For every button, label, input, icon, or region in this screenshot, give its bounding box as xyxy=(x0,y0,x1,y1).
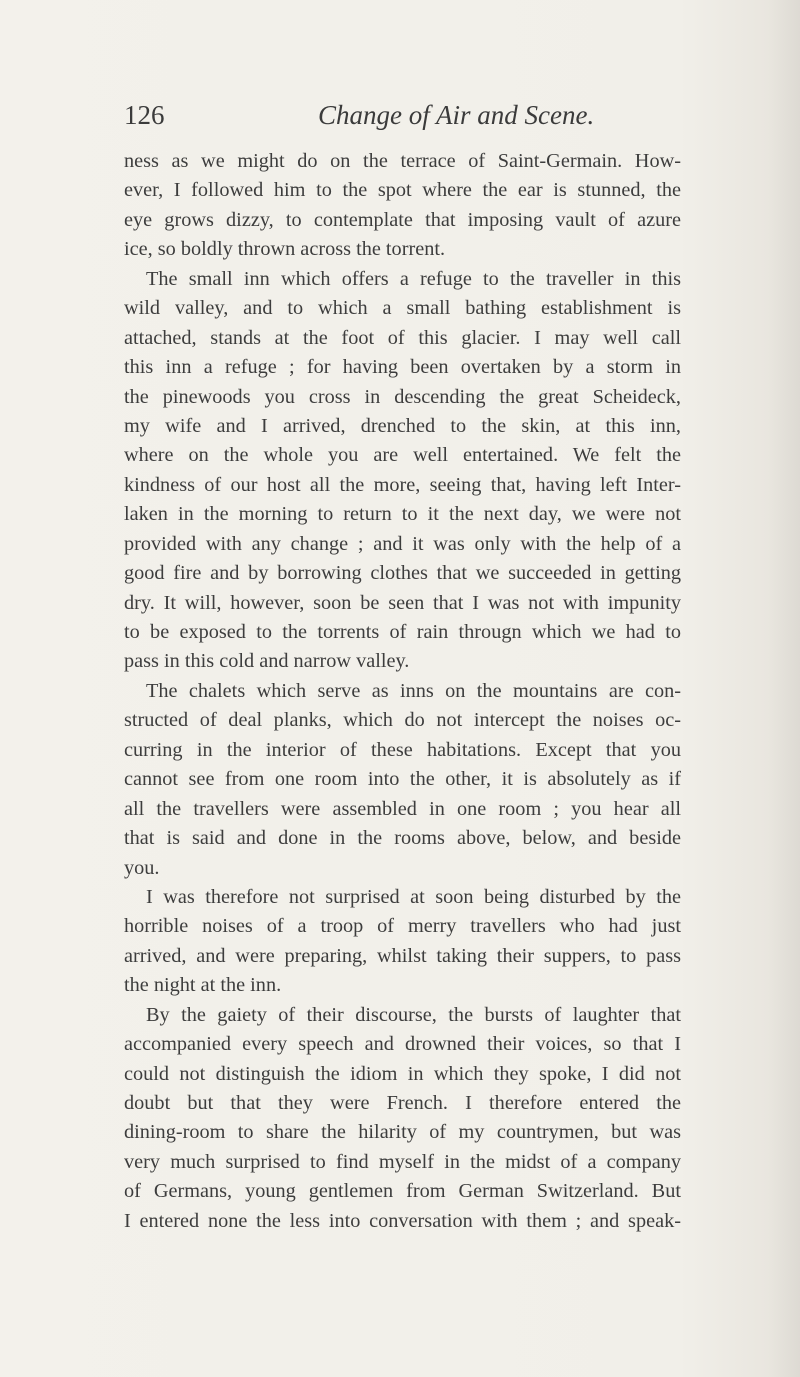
text-line: all the travellers were assembled in one room ; you hear all xyxy=(124,797,681,820)
text-line: you. xyxy=(124,856,160,879)
text-line: ice, so boldly thrown across the torrent. xyxy=(124,238,446,261)
text-line: laken in the morning to return to it the next day, we were not xyxy=(124,503,681,526)
text-line: structed of deal planks, which do not intercept the noises oc- xyxy=(124,709,681,732)
text-line: cannot see from one room into the other, it is absolutely as if xyxy=(124,768,681,791)
text-line: By the gaiety of their discourse, the bursts of laughter that xyxy=(146,1003,681,1026)
text-line: I entered none the less into conversation with them ; and speak- xyxy=(124,1209,681,1232)
text-line: provided with any change ; and it was only with the help of a xyxy=(124,532,681,555)
text-line: The chalets which serve as inns on the mountains are con- xyxy=(146,679,681,702)
text-line: dining-room to share the hilarity of my countrymen, but was xyxy=(124,1121,681,1144)
text-line: where on the whole you are well entertained. We felt the xyxy=(124,444,681,467)
text-line: to be exposed to the torrents of rain througn which we had to xyxy=(124,621,681,643)
text-line: attached, stands at the foot of this glacier. I may well call xyxy=(124,326,681,349)
text-line: accompanied every speech and drowned their voices, so that I xyxy=(124,1033,681,1056)
body-text xyxy=(124,147,681,1236)
text-line: I was therefore not surprised at soon being disturbed by the xyxy=(146,885,681,908)
text-line: dry. It will, however, soon be seen that I was not with impunity xyxy=(124,591,681,614)
text-line: could not distinguish the idiom in which they spoke, I did not xyxy=(124,1062,681,1085)
text-line: eye grows dizzy, to contemplate that imposing vault of azure xyxy=(124,208,681,231)
text-line: The small inn which offers a refuge to the traveller in this xyxy=(146,267,681,290)
text-line: kindness of our host all the more, seeing that, having left Inter- xyxy=(124,473,681,496)
text-line: good fire and by borrowing clothes that we succeeded in getting xyxy=(124,562,681,585)
text-line: doubt but that they were French. I therefore entered the xyxy=(124,1092,681,1114)
text-line: ness as we might do on the terrace of Saint-Germain. How- xyxy=(124,150,681,172)
text-line: of Germans, young gentlemen from German Switzerland. But xyxy=(124,1180,681,1203)
running-title: Change of Air and Scene. xyxy=(318,100,595,130)
text-line: ever, I followed him to the spot where the ear is stunned, the xyxy=(124,179,681,202)
page-header xyxy=(124,100,684,140)
text-line: horrible noises of a troop of merry travellers who had just xyxy=(124,915,681,938)
text-line: curring in the interior of these habitations. Except that you xyxy=(124,738,681,761)
text-line: this inn a refuge ; for having been overtaken by a storm in xyxy=(124,356,681,379)
text-line: that is said and done in the rooms above, below, and beside xyxy=(124,827,681,850)
text-line: pass in this cold and narrow valley. xyxy=(124,650,410,673)
text-line: very much surprised to find myself in the midst of a company xyxy=(124,1150,681,1173)
text-line: my wife and I arrived, drenched to the skin, at this inn, xyxy=(124,414,681,437)
page-number: 126 xyxy=(124,100,165,130)
text-line: wild valley, and to which a small bathing establishment is xyxy=(124,297,681,320)
text-line: arrived, and were preparing, whilst taking their suppers, to pass xyxy=(124,944,681,967)
text-line: the pinewoods you cross in descending the great Scheideck, xyxy=(124,385,681,408)
text-line: the night at the inn. xyxy=(124,974,282,997)
